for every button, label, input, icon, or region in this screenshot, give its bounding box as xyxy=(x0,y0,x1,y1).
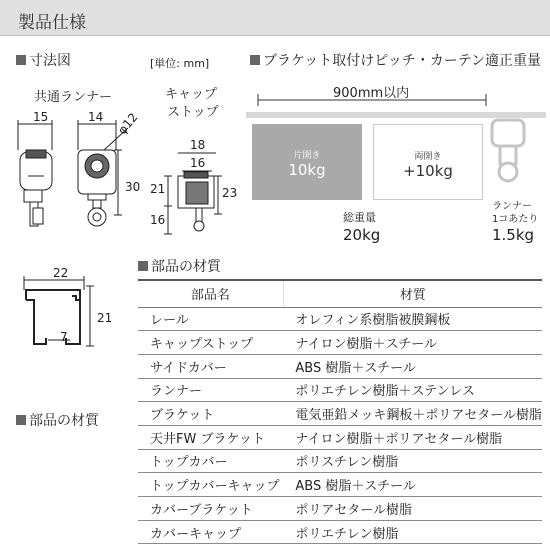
curtain-left xyxy=(252,124,362,200)
part-name: カバーブラケット xyxy=(138,497,283,521)
unit-label: [単位: mm] xyxy=(150,57,210,70)
capstop-label-2: ストップ xyxy=(167,105,219,120)
capstop-h3: 16 xyxy=(150,213,166,227)
curtain-left-sub: 片開き xyxy=(293,151,321,161)
rail-bottom: 7 xyxy=(60,330,68,344)
runner-diameter: φ12 xyxy=(115,110,141,137)
part-material: ポリスチレン樹脂 xyxy=(283,449,542,473)
table-row xyxy=(138,331,542,355)
curtain-left-value: 10kg xyxy=(288,161,326,179)
part-material: ポリアセタール樹脂 xyxy=(283,497,542,521)
part-name: ブラケット xyxy=(138,402,283,426)
part-material: ABS 樹脂＋スチール xyxy=(283,473,542,497)
total-weight-label: 総重量 xyxy=(343,211,376,224)
rail-width: 22 xyxy=(53,266,69,280)
bracket-pitch: 900mm以内 xyxy=(333,86,410,101)
part-name: トップカバーキャップ xyxy=(138,473,283,497)
runner-width-b: 14 xyxy=(88,110,104,124)
part-material: ポリエチレン樹脂 xyxy=(283,520,542,544)
materials-heading-right-text: 部品の材質 xyxy=(151,259,221,275)
part-material: オレフィン系樹脂被膜鋼板 xyxy=(283,307,542,331)
table-row xyxy=(138,354,542,378)
part-name: ランナー xyxy=(138,378,283,402)
page-title: 製品仕様 xyxy=(18,13,86,33)
part-name: サイドカバー xyxy=(138,354,283,378)
part-material: 電気亜鉛メッキ鋼板＋ポリアセタール樹脂 xyxy=(283,402,542,426)
capstop-h2: 23 xyxy=(222,186,238,200)
materials-heading-left-text: 部品の材質 xyxy=(29,413,99,429)
curtain-right-sub: 両開き xyxy=(414,152,442,162)
part-name: トップカバー xyxy=(138,449,283,473)
table-row xyxy=(138,449,542,473)
table-row xyxy=(138,425,542,449)
part-material: ABS 樹脂＋スチール xyxy=(283,354,542,378)
runner-label: 共通ランナー xyxy=(34,90,113,105)
table-row xyxy=(138,520,542,544)
runner-width-a: 15 xyxy=(33,110,49,124)
runner-note-value: 1.5kg xyxy=(492,226,535,244)
runner-note-1: ランナー xyxy=(492,201,532,212)
runner-height: 30 xyxy=(125,180,141,194)
dimensions-heading-text: 寸法図 xyxy=(29,53,71,69)
part-material: ポリエチレン樹脂＋ステンレス xyxy=(283,378,542,402)
table-row xyxy=(138,402,542,426)
table-row xyxy=(138,378,542,402)
runner-note-2: 1コあたり xyxy=(492,214,539,225)
part-name: カバーキャップ xyxy=(138,520,283,544)
square-bullet-icon xyxy=(16,415,26,425)
materials-heading-left xyxy=(16,410,99,430)
part-material: ナイロン樹脂＋スチール xyxy=(283,331,542,355)
capstop-h1: 21 xyxy=(150,182,166,196)
table-header-row xyxy=(138,280,542,307)
curtain-right xyxy=(373,124,483,200)
part-name: キャップストップ xyxy=(138,331,283,355)
part-name: レール xyxy=(138,307,283,331)
materials-table xyxy=(138,279,542,544)
bracket-heading-text: ブラケット取付けピッチ・カーテン適正重量 xyxy=(263,53,542,69)
capstop-w1: 18 xyxy=(190,138,206,152)
table-row xyxy=(138,307,542,331)
column-header-material: 材質 xyxy=(283,280,542,307)
materials-heading-right xyxy=(138,256,221,276)
square-bullet-icon xyxy=(138,261,148,271)
capstop-w2: 16 xyxy=(190,156,206,170)
capstop-label-1: キャップ xyxy=(165,87,218,102)
part-material: ナイロン樹脂＋ポリアセタール樹脂 xyxy=(283,425,542,449)
table-row xyxy=(138,497,542,521)
part-name: 天井FW ブラケット xyxy=(138,425,283,449)
curtain-right-value: +10kg xyxy=(403,162,453,180)
rail-height: 21 xyxy=(97,311,113,325)
column-header-part: 部品名 xyxy=(138,280,283,307)
table-row xyxy=(138,473,542,497)
total-weight-value: 20kg xyxy=(343,226,381,244)
